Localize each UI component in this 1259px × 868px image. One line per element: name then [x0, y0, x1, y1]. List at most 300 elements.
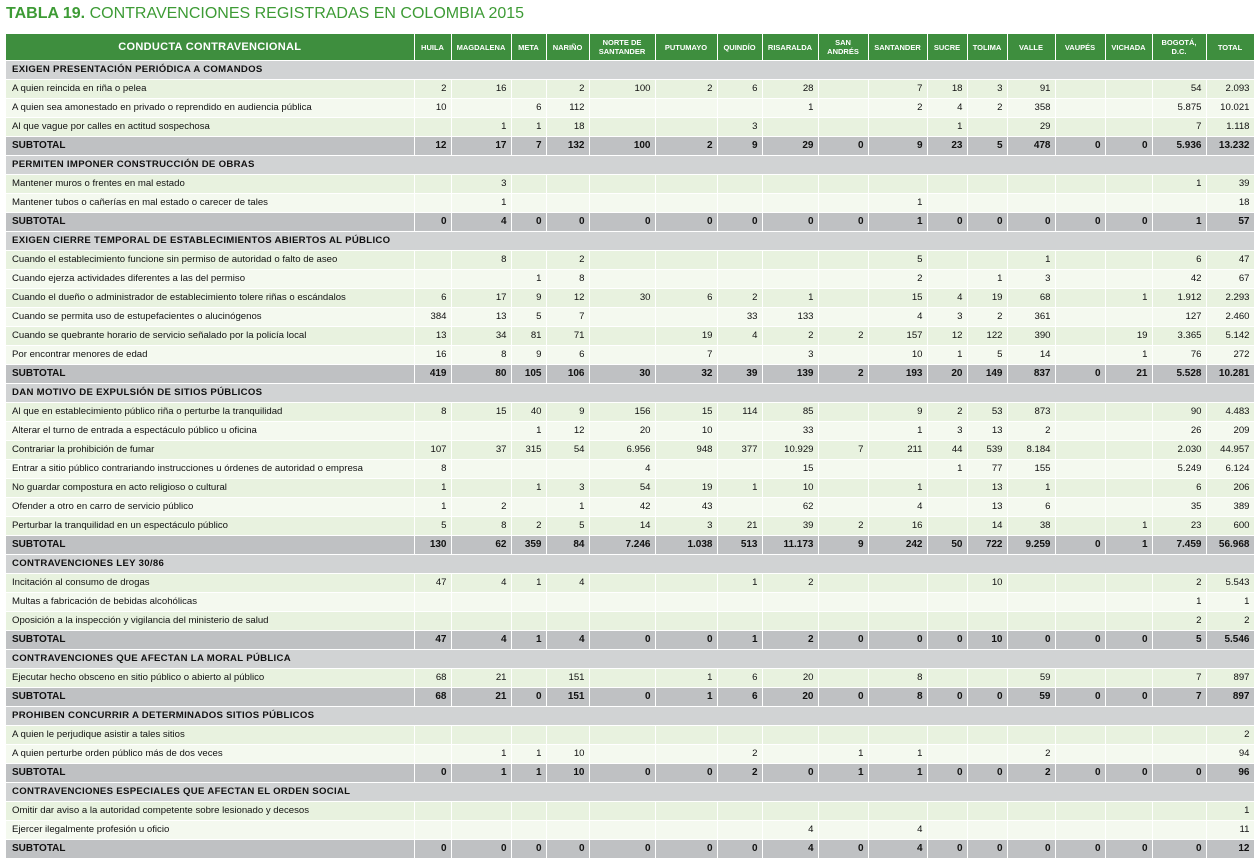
table-row	[6, 593, 1254, 612]
table-cell	[655, 745, 717, 764]
row-label: Al que vague por calles en actitud sospechosa	[6, 118, 414, 137]
table-row	[6, 460, 1254, 479]
table-cell	[1055, 441, 1105, 460]
table-cell: 67	[1206, 270, 1254, 289]
table-cell	[589, 346, 655, 365]
table-cell	[1007, 612, 1055, 631]
section-title: CONTRAVENCIONES LEY 30/86	[6, 555, 1254, 574]
subtotal-cell: 0	[868, 631, 927, 650]
table-cell	[927, 669, 967, 688]
table-cell: 38	[1007, 517, 1055, 536]
table-cell	[511, 821, 546, 840]
table-cell: 12	[546, 422, 589, 441]
table-cell: 62	[762, 498, 818, 517]
table-cell: 1	[868, 745, 927, 764]
table-cell	[762, 745, 818, 764]
section-header-row	[6, 555, 1254, 574]
table-cell	[1055, 118, 1105, 137]
subtotal-cell: 0	[1055, 365, 1105, 384]
subtotal-cell: 57	[1206, 213, 1254, 232]
table-cell	[868, 593, 927, 612]
table-cell: 4	[927, 99, 967, 118]
column-header: TOLIMA	[967, 34, 1007, 61]
table-cell: 33	[717, 308, 762, 327]
table-row	[6, 99, 1254, 118]
table-cell	[1055, 99, 1105, 118]
table-cell	[1055, 327, 1105, 346]
subtotal-label: SUBTOTAL	[6, 536, 414, 555]
section-title: CONTRAVENCIONES QUE AFECTAN LA MORAL PÚBLICA	[6, 650, 1254, 669]
table-cell: 315	[511, 441, 546, 460]
table-cell: 10.929	[762, 441, 818, 460]
table-cell: 389	[1206, 498, 1254, 517]
table-cell: 21	[717, 517, 762, 536]
table-cell: 2	[762, 327, 818, 346]
subtotal-row	[6, 536, 1254, 555]
table-cell	[655, 251, 717, 270]
table-cell	[1055, 175, 1105, 194]
table-cell: 384	[414, 308, 451, 327]
subtotal-cell: 11.173	[762, 536, 818, 555]
subtotal-cell: 39	[717, 365, 762, 384]
table-cell	[546, 194, 589, 213]
table-cell: 390	[1007, 327, 1055, 346]
table-cell	[717, 99, 762, 118]
subtotal-row	[6, 631, 1254, 650]
table-cell	[414, 175, 451, 194]
table-cell: 47	[1206, 251, 1254, 270]
subtotal-cell: 105	[511, 365, 546, 384]
subtotal-cell: 0	[589, 631, 655, 650]
table-cell	[589, 118, 655, 137]
row-label: No guardar compostura en acto religioso o cultural	[6, 479, 414, 498]
subtotal-cell: 0	[589, 213, 655, 232]
table-cell	[762, 802, 818, 821]
row-label: Ejecutar hecho obsceno en sitio público o abierto al público	[6, 669, 414, 688]
table-cell	[818, 80, 868, 99]
table-cell	[717, 460, 762, 479]
subtotal-cell: 0	[967, 764, 1007, 783]
table-row	[6, 802, 1254, 821]
table-cell: 2	[762, 574, 818, 593]
row-label: Mantener tubos o cañerías en mal estado o carecer de tales	[6, 194, 414, 213]
table-body	[6, 61, 1254, 859]
table-cell: 3	[717, 118, 762, 137]
table-cell	[762, 194, 818, 213]
table-cell	[967, 802, 1007, 821]
row-label: A quien le perjudique asistir a tales sitios	[6, 726, 414, 745]
table-cell	[927, 175, 967, 194]
subtotal-cell: 0	[546, 840, 589, 859]
table-cell: 20	[589, 422, 655, 441]
table-cell: 26	[1152, 422, 1206, 441]
subtotal-label: SUBTOTAL	[6, 688, 414, 707]
section-header-row	[6, 650, 1254, 669]
row-label: Mantener muros o frentes en mal estado	[6, 175, 414, 194]
subtotal-cell: 0	[655, 840, 717, 859]
table-cell	[1105, 194, 1152, 213]
table-cell	[1055, 80, 1105, 99]
table-cell: 3	[546, 479, 589, 498]
column-header: MAGDALENA	[451, 34, 511, 61]
table-cell: 29	[1007, 118, 1055, 137]
table-cell: 10	[414, 99, 451, 118]
column-header: NORTE DE SANTANDER	[589, 34, 655, 61]
table-cell	[717, 612, 762, 631]
section-title: DAN MOTIVO DE EXPULSIÓN DE SITIOS PÚBLICOS	[6, 384, 1254, 403]
table-cell: 1	[868, 479, 927, 498]
table-cell	[451, 479, 511, 498]
subtotal-cell: 5	[1152, 631, 1206, 650]
table-cell	[451, 460, 511, 479]
subtotal-cell: 7	[511, 137, 546, 156]
subtotal-cell: 1	[451, 764, 511, 783]
table-cell	[655, 574, 717, 593]
table-cell	[1007, 821, 1055, 840]
table-cell: 8	[414, 460, 451, 479]
row-label: A quien perturbe orden público más de dos veces	[6, 745, 414, 764]
table-cell	[1152, 802, 1206, 821]
subtotal-cell: 30	[589, 365, 655, 384]
subtotal-cell: 4	[762, 840, 818, 859]
table-cell: 2	[546, 80, 589, 99]
table-cell	[927, 194, 967, 213]
table-cell	[511, 593, 546, 612]
table-cell: 44	[927, 441, 967, 460]
table-cell: 5.543	[1206, 574, 1254, 593]
table-cell: 107	[414, 441, 451, 460]
table-cell: 1	[1105, 346, 1152, 365]
subtotal-cell: 5.936	[1152, 137, 1206, 156]
table-cell: 23	[1152, 517, 1206, 536]
table-cell: 1	[451, 118, 511, 137]
table-cell: 206	[1206, 479, 1254, 498]
table-cell	[717, 422, 762, 441]
section-header-row	[6, 156, 1254, 175]
table-cell	[589, 99, 655, 118]
table-cell: 13	[414, 327, 451, 346]
table-cell	[655, 270, 717, 289]
table-cell: 5.142	[1206, 327, 1254, 346]
column-header: VAUPÉS	[1055, 34, 1105, 61]
table-cell	[1105, 403, 1152, 422]
table-row	[6, 498, 1254, 517]
subtotal-cell: 0	[451, 840, 511, 859]
table-cell: 13	[967, 422, 1007, 441]
table-cell: 272	[1206, 346, 1254, 365]
table-cell: 1	[717, 479, 762, 498]
subtotal-cell: 0	[818, 137, 868, 156]
table-cell: 91	[1007, 80, 1055, 99]
table-cell	[967, 593, 1007, 612]
table-cell: 68	[1007, 289, 1055, 308]
subtotal-cell: 130	[414, 536, 451, 555]
table-cell: 209	[1206, 422, 1254, 441]
table-cell	[818, 669, 868, 688]
subtotal-cell: 100	[589, 137, 655, 156]
table-cell: 2	[967, 99, 1007, 118]
table-cell: 2	[655, 80, 717, 99]
table-cell	[546, 726, 589, 745]
table-cell: 9	[546, 403, 589, 422]
table-cell: 53	[967, 403, 1007, 422]
row-label: Cuando el establecimiento funcione sin permiso de autoridad o falto de aseo	[6, 251, 414, 270]
table-cell	[1055, 669, 1105, 688]
subtotal-cell: 21	[451, 688, 511, 707]
table-cell	[927, 251, 967, 270]
table-cell	[818, 479, 868, 498]
subtotal-cell: 7.459	[1152, 536, 1206, 555]
subtotal-cell: 1	[717, 631, 762, 650]
table-cell	[927, 270, 967, 289]
table-cell: 4.483	[1206, 403, 1254, 422]
column-header: VALLE	[1007, 34, 1055, 61]
table-cell	[1007, 574, 1055, 593]
table-cell: 600	[1206, 517, 1254, 536]
subtotal-cell: 50	[927, 536, 967, 555]
table-row	[6, 346, 1254, 365]
table-cell: 19	[655, 327, 717, 346]
table-row	[6, 422, 1254, 441]
table-cell	[818, 821, 868, 840]
table-cell: 100	[589, 80, 655, 99]
table-cell: 1	[1105, 289, 1152, 308]
table-cell: 114	[717, 403, 762, 422]
table-cell	[762, 251, 818, 270]
table-row	[6, 441, 1254, 460]
subtotal-cell: 1	[511, 631, 546, 650]
table-number: TABLA 19.	[6, 5, 86, 22]
table-cell: 1	[451, 194, 511, 213]
table-cell	[451, 802, 511, 821]
table-cell: 1	[511, 574, 546, 593]
table-cell: 19	[967, 289, 1007, 308]
table-cell: 15	[655, 403, 717, 422]
subtotal-cell: 68	[414, 688, 451, 707]
subtotal-cell: 0	[1105, 840, 1152, 859]
table-cell: 127	[1152, 308, 1206, 327]
subtotal-cell: 1	[1152, 213, 1206, 232]
table-cell: 6	[1152, 251, 1206, 270]
table-cell	[1055, 194, 1105, 213]
subtotal-cell: 5.546	[1206, 631, 1254, 650]
subtotal-cell: 0	[511, 688, 546, 707]
subtotal-cell: 9	[818, 536, 868, 555]
table-cell: 2	[927, 403, 967, 422]
table-cell: 6	[1152, 479, 1206, 498]
table-cell	[1152, 194, 1206, 213]
table-cell: 358	[1007, 99, 1055, 118]
table-cell: 2	[1007, 745, 1055, 764]
table-cell: 2	[818, 327, 868, 346]
table-cell	[451, 593, 511, 612]
table-cell	[762, 593, 818, 612]
subtotal-cell: 0	[1055, 536, 1105, 555]
table-cell: 3	[762, 346, 818, 365]
table-cell: 151	[546, 669, 589, 688]
table-cell: 5	[967, 346, 1007, 365]
table-cell	[589, 194, 655, 213]
row-label: A quien reincida en riña o pelea	[6, 80, 414, 99]
table-cell: 7	[655, 346, 717, 365]
subtotal-cell: 0	[717, 213, 762, 232]
table-cell: 4	[762, 821, 818, 840]
subtotal-cell: 20	[762, 688, 818, 707]
table-cell	[511, 669, 546, 688]
subtotal-cell: 722	[967, 536, 1007, 555]
subtotal-cell: 1	[1105, 536, 1152, 555]
table-cell: 4	[451, 574, 511, 593]
table-cell: 1	[967, 270, 1007, 289]
table-cell: 16	[868, 517, 927, 536]
subtotal-cell: 10	[546, 764, 589, 783]
subtotal-cell: 29	[762, 137, 818, 156]
table-cell	[1105, 802, 1152, 821]
table-cell: 1	[1206, 593, 1254, 612]
table-cell	[414, 118, 451, 137]
table-cell: 156	[589, 403, 655, 422]
table-cell: 211	[868, 441, 927, 460]
table-cell: 1	[655, 669, 717, 688]
subtotal-cell: 0	[511, 840, 546, 859]
table-cell	[511, 194, 546, 213]
subtotal-cell: 149	[967, 365, 1007, 384]
table-cell	[927, 574, 967, 593]
table-cell	[655, 118, 717, 137]
table-cell: 4	[546, 574, 589, 593]
column-header: TOTAL	[1206, 34, 1254, 61]
table-row	[6, 270, 1254, 289]
section-title: CONTRAVENCIONES ESPECIALES QUE AFECTAN EL ORDEN SOCIAL	[6, 783, 1254, 802]
table-row	[6, 251, 1254, 270]
subtotal-cell: 139	[762, 365, 818, 384]
row-label: Cuando ejerza actividades diferentes a las del permiso	[6, 270, 414, 289]
table-cell: 13	[451, 308, 511, 327]
table-cell: 2	[717, 745, 762, 764]
table-cell: 1	[1007, 251, 1055, 270]
table-cell: 11	[1206, 821, 1254, 840]
table-cell: 6	[1007, 498, 1055, 517]
table-cell: 8	[451, 251, 511, 270]
table-cell: 897	[1206, 669, 1254, 688]
table-cell: 77	[967, 460, 1007, 479]
subtotal-label: SUBTOTAL	[6, 137, 414, 156]
row-label: Cuando se permita uso de estupefacientes o alucinógenos	[6, 308, 414, 327]
section-title: EXIGEN PRESENTACIÓN PERIÓDICA A COMANDOS	[6, 61, 1254, 80]
table-cell	[1105, 574, 1152, 593]
subtotal-cell: 1	[868, 764, 927, 783]
subtotal-cell: 0	[1055, 213, 1105, 232]
table-cell	[927, 802, 967, 821]
table-cell: 1.912	[1152, 289, 1206, 308]
subtotal-cell: 0	[414, 840, 451, 859]
table-cell: 8.184	[1007, 441, 1055, 460]
table-row	[6, 574, 1254, 593]
subtotal-cell: 0	[967, 213, 1007, 232]
subtotal-cell: 9	[868, 137, 927, 156]
table-cell	[1105, 118, 1152, 137]
table-cell	[546, 802, 589, 821]
table-cell	[655, 726, 717, 745]
table-cell	[1007, 194, 1055, 213]
subtotal-cell: 0	[818, 213, 868, 232]
subtotal-cell: 0	[1105, 631, 1152, 650]
row-label: Cuando el dueño o administrador de establecimiento tolere riñas o escándalos	[6, 289, 414, 308]
table-cell: 54	[1152, 80, 1206, 99]
subtotal-cell: 9.259	[1007, 536, 1055, 555]
table-cell: 18	[1206, 194, 1254, 213]
table-cell: 7	[1152, 118, 1206, 137]
subtotal-cell: 0	[818, 840, 868, 859]
table-cell: 4	[717, 327, 762, 346]
subtotal-cell: 0	[655, 213, 717, 232]
table-cell: 2	[546, 251, 589, 270]
subtotal-row	[6, 213, 1254, 232]
table-cell: 12	[546, 289, 589, 308]
table-cell	[451, 270, 511, 289]
column-header-conducta: CONDUCTA CONTRAVENCIONAL	[6, 34, 414, 61]
table-cell	[818, 726, 868, 745]
table-cell: 34	[451, 327, 511, 346]
table-cell: 5	[868, 251, 927, 270]
table-cell	[1055, 802, 1105, 821]
table-cell: 6	[546, 346, 589, 365]
table-cell	[511, 802, 546, 821]
subtotal-cell: 80	[451, 365, 511, 384]
row-label: Incitación al consumo de drogas	[6, 574, 414, 593]
subtotal-cell: 1	[818, 764, 868, 783]
table-cell	[414, 251, 451, 270]
row-label: Ejercer ilegalmente profesión u oficio	[6, 821, 414, 840]
subtotal-cell: 0	[1152, 840, 1206, 859]
subtotal-cell: 132	[546, 137, 589, 156]
table-cell	[927, 821, 967, 840]
table-row	[6, 517, 1254, 536]
table-cell	[1055, 821, 1105, 840]
subtotal-label: SUBTOTAL	[6, 764, 414, 783]
subtotal-cell: 359	[511, 536, 546, 555]
table-cell: 10.021	[1206, 99, 1254, 118]
table-cell	[1055, 593, 1105, 612]
table-cell	[927, 726, 967, 745]
row-label: Oposición a la inspección y vigilancia del ministerio de salud	[6, 612, 414, 631]
table-cell: 1	[1152, 175, 1206, 194]
table-cell	[589, 308, 655, 327]
subtotal-row	[6, 840, 1254, 859]
subtotal-cell: 0	[818, 631, 868, 650]
table-cell: 54	[546, 441, 589, 460]
subtotal-cell: 0	[1152, 764, 1206, 783]
subtotal-cell: 2	[717, 764, 762, 783]
table-cell	[1105, 308, 1152, 327]
table-cell	[589, 669, 655, 688]
table-cell: 1	[451, 745, 511, 764]
table-cell: 133	[762, 308, 818, 327]
table-cell	[1105, 99, 1152, 118]
table-cell: 1	[818, 745, 868, 764]
subtotal-cell: 96	[1206, 764, 1254, 783]
subtotal-cell: 5.528	[1152, 365, 1206, 384]
table-cell	[927, 517, 967, 536]
table-cell	[546, 460, 589, 479]
table-cell: 5	[546, 517, 589, 536]
row-label: Entrar a sitio público contrariando instrucciones u órdenes de autoridad o empresa	[6, 460, 414, 479]
table-cell: 1	[868, 194, 927, 213]
table-cell	[655, 821, 717, 840]
table-cell: 7	[1152, 669, 1206, 688]
table-cell	[1105, 821, 1152, 840]
table-cell	[1152, 745, 1206, 764]
